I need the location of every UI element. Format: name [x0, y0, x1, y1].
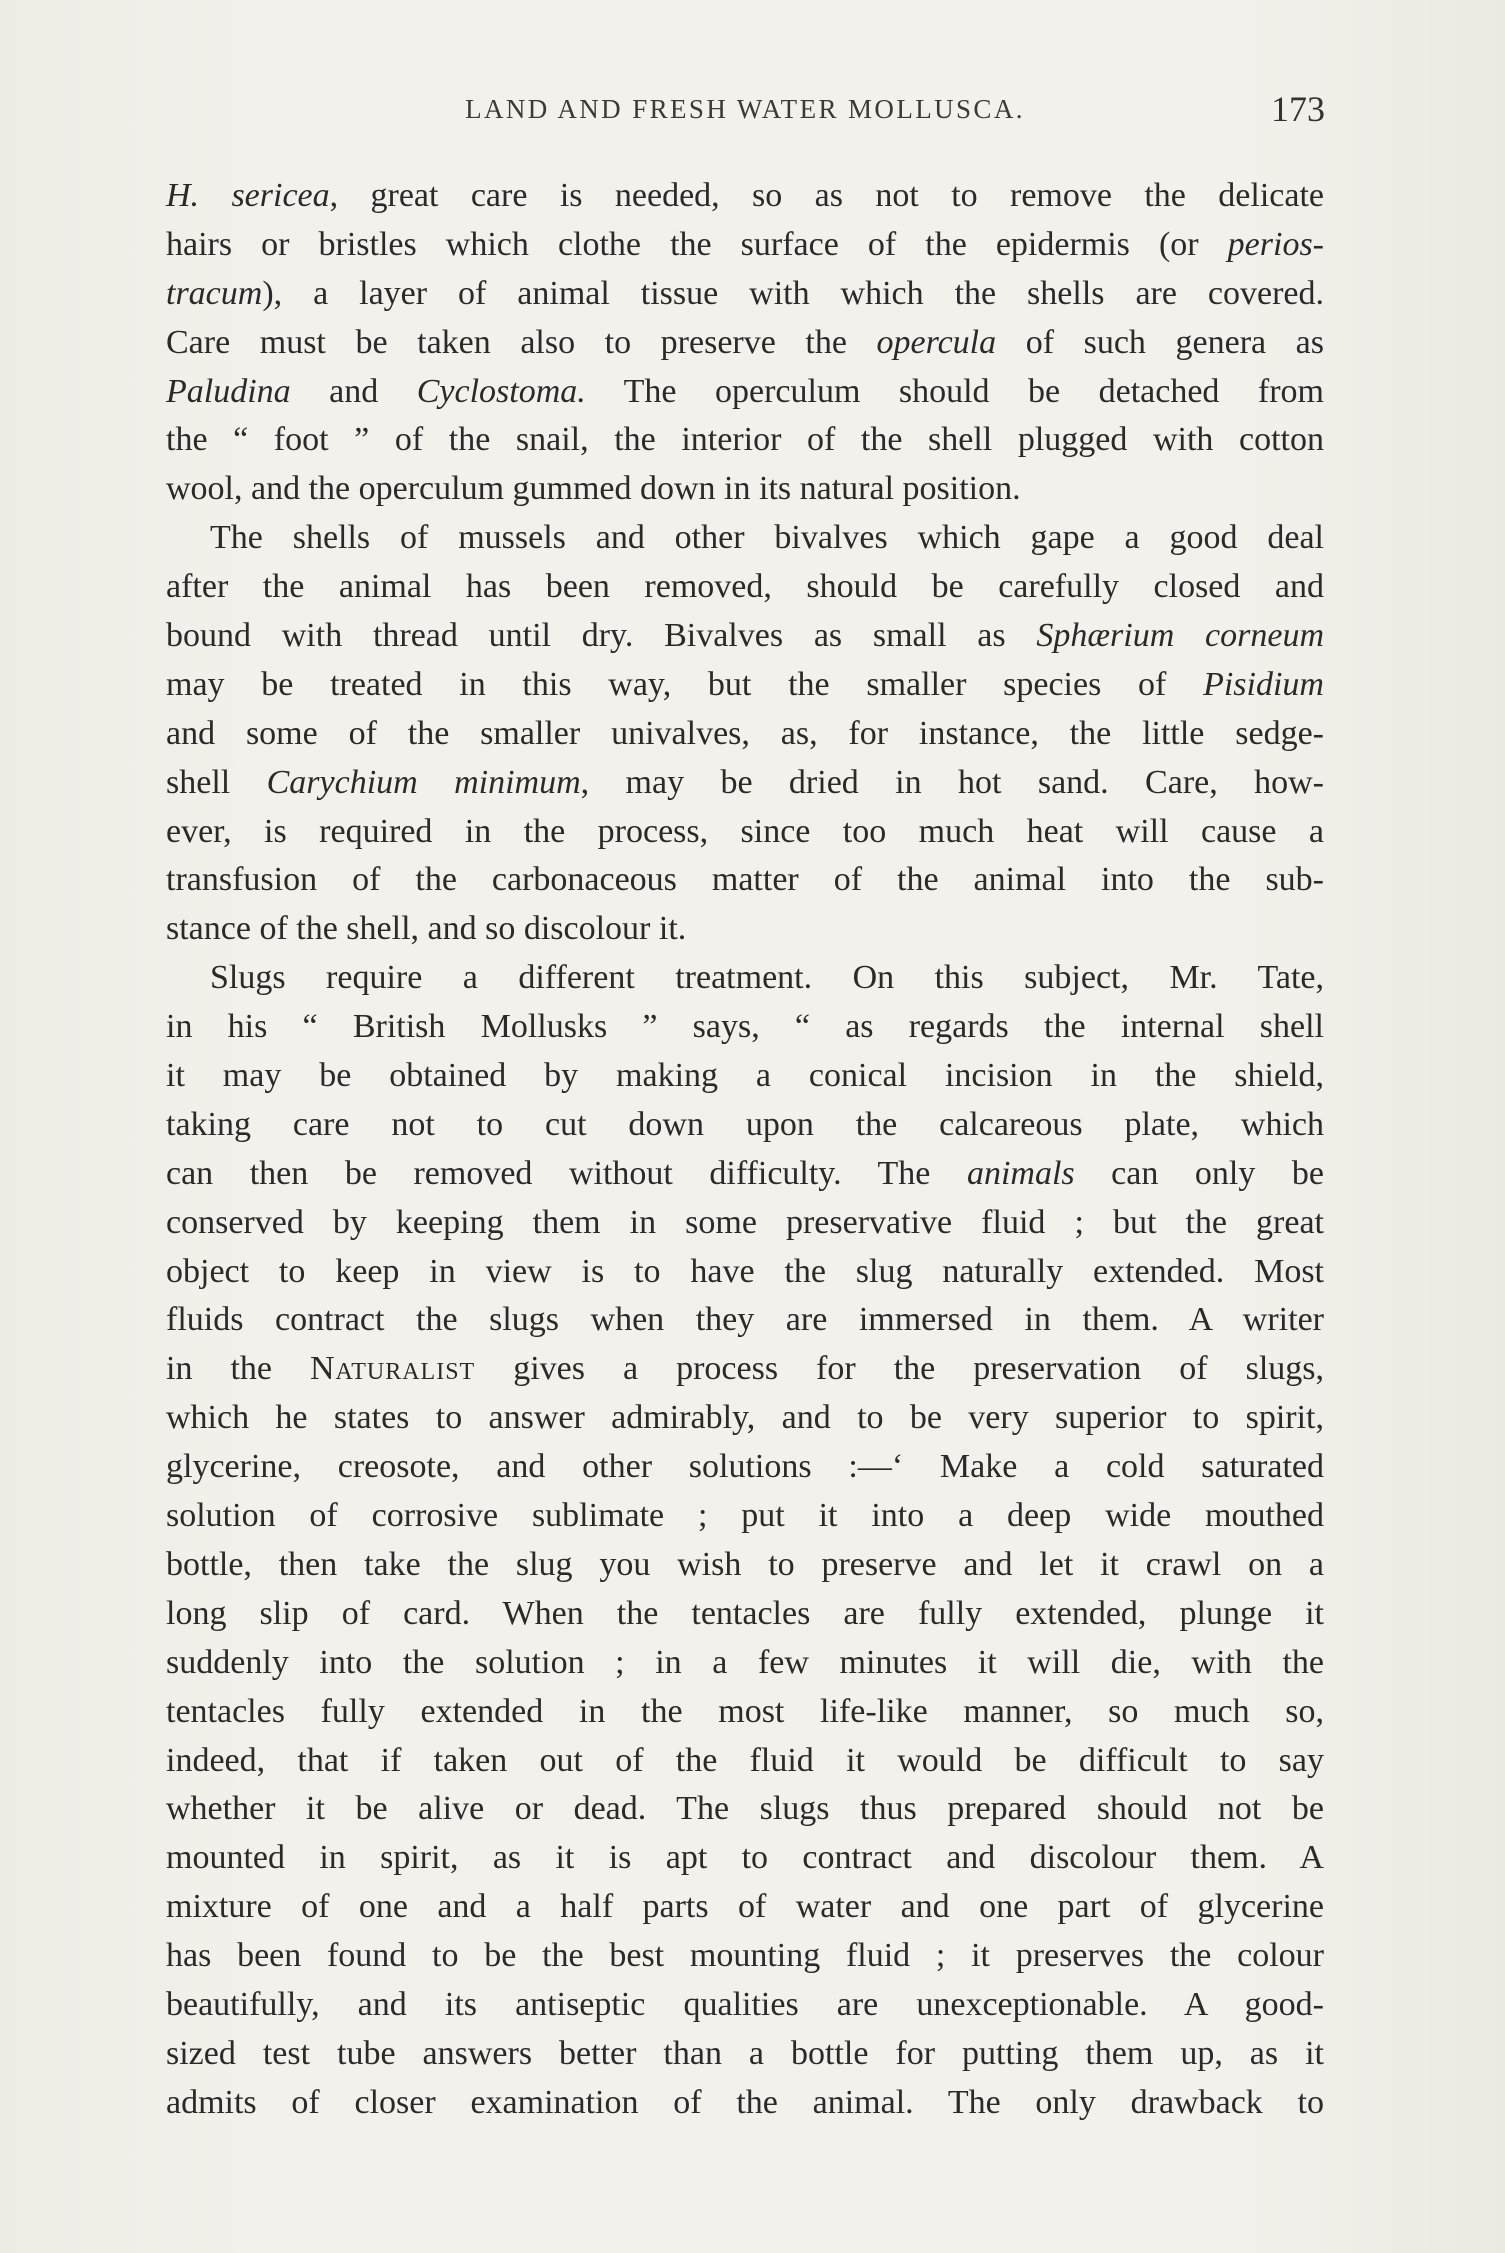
text-line	[166, 1590, 1324, 1639]
text-line	[166, 221, 1324, 270]
italic-text: perios-	[1227, 225, 1324, 263]
italic-text: Carychium minimum	[266, 763, 581, 801]
page-number: 173	[1271, 89, 1325, 129]
text-segment: in his “ British Mollusks ” says, “ as regards the internal shell	[166, 1008, 1324, 1046]
text-line	[166, 1003, 1324, 1052]
text-line	[166, 270, 1324, 319]
text-segment: suddenly into the solution ; in a few minutes it will die, with the	[166, 1643, 1324, 1681]
text-line	[166, 1492, 1324, 1541]
text-segment: bottle, then take the slug you wish to preserve and let it crawl on a	[166, 1545, 1324, 1583]
body-text	[166, 172, 1324, 2128]
text-line	[166, 954, 1324, 1003]
text-segment: admits of closer examination of the animal. The only drawback to	[166, 2083, 1324, 2121]
text-segment: mounted in spirit, as it is apt to contract and discolour them. A	[166, 1839, 1324, 1877]
text-line	[166, 1296, 1324, 1345]
text-segment: the “ foot ” of the snail, the interior of the shell plugged with cotton	[166, 421, 1324, 459]
text-line	[166, 612, 1324, 661]
text-line	[166, 856, 1324, 905]
text-segment: it may be obtained by making a conical incision in the shield,	[166, 1057, 1324, 1095]
text-line	[166, 1541, 1324, 1590]
italic-text: Cyclostoma.	[416, 372, 586, 410]
text-segment: can only be	[1074, 1154, 1324, 1192]
text-line	[166, 1639, 1324, 1688]
text-segment: Slugs require a different treatment. On this subject, Mr. Tate,	[210, 959, 1324, 997]
text-line	[166, 465, 1324, 514]
text-segment: object to keep in view is to have the slug naturally extended. Most	[166, 1252, 1324, 1290]
running-head	[165, 88, 1325, 138]
italic-text: tracum	[166, 274, 263, 312]
text-segment: The shells of mussels and other bivalves which gape a good deal	[210, 519, 1324, 557]
text-segment: glycerine, creosote, and other solutions :—‘ Make a cold saturated	[166, 1448, 1324, 1486]
text-segment: hairs or bristles which clothe the surface of the epidermis (or	[166, 225, 1228, 263]
italic-text: animals	[966, 1154, 1075, 1192]
text-line	[166, 1834, 1324, 1883]
text-segment: may be treated in this way, but the smaller species of	[166, 665, 1204, 703]
text-segment: bound with thread until dry. Bivalves as small as	[166, 617, 1037, 655]
text-line	[166, 172, 1324, 221]
text-segment: conserved by keeping them in some preservative fluid ; but the great	[166, 1203, 1324, 1241]
text-segment: , great care is needed, so as not to remove the delicate	[329, 177, 1324, 214]
text-segment: transfusion of the carbonaceous matter of the animal into the sub-	[166, 861, 1324, 899]
text-line	[166, 710, 1324, 759]
text-line	[166, 1394, 1324, 1443]
text-segment: can then be removed without difficulty. The	[166, 1154, 967, 1192]
text-segment: ), a layer of animal tissue with which the shells are covered.	[262, 274, 1324, 312]
text-segment: solution of corrosive sublimate ; put it into a deep wide mouthed	[166, 1497, 1324, 1535]
text-line	[166, 1199, 1324, 1248]
text-segment: The operculum should be detached from	[585, 372, 1324, 410]
text-segment: sized test tube answers better than a bottle for putting them up, as it	[166, 2034, 1324, 2072]
text-line	[166, 1101, 1324, 1150]
text-segment: beautifully, and its antiseptic qualities are unexceptionable. A good-	[166, 1985, 1324, 2023]
text-segment: tentacles fully extended in the most life-like manner, so much so,	[166, 1692, 1324, 1730]
text-segment: after the animal has been removed, should be carefully closed and	[166, 568, 1324, 606]
text-line	[166, 2030, 1324, 2079]
text-segment: stance of the shell, and so discolour it.	[166, 910, 687, 948]
text-line	[166, 905, 1324, 954]
text-line	[166, 2079, 1324, 2128]
text-segment: , may be dried in hot sand. Care, how-	[580, 763, 1324, 801]
text-segment: mixture of one and a half parts of water and one part of glycerine	[166, 1888, 1324, 1926]
text-line	[166, 563, 1324, 612]
italic-text: Pisidium	[1203, 665, 1324, 703]
text-segment: which he states to answer admirably, and to be very superior to spirit,	[166, 1399, 1324, 1437]
text-line	[166, 416, 1324, 465]
text-line	[166, 319, 1324, 368]
text-line	[166, 514, 1324, 563]
text-segment: fluids contract the slugs when they are immersed in them. A writer	[166, 1301, 1324, 1339]
italic-text: Sphærium corneum	[1036, 617, 1324, 655]
text-segment: Care must be taken also to preserve the	[166, 323, 877, 361]
text-segment: in the	[166, 1350, 310, 1388]
text-segment: of such genera as	[996, 323, 1324, 361]
text-line	[166, 759, 1324, 808]
text-segment: indeed, that if taken out of the fluid it would be difficult to say	[166, 1741, 1324, 1779]
text-line	[166, 1785, 1324, 1834]
text-segment: ever, is required in the process, since too much heat will cause a	[166, 812, 1324, 850]
small-caps-text: Naturalist	[310, 1350, 476, 1388]
text-line	[166, 808, 1324, 857]
text-segment: shell	[166, 763, 267, 801]
text-segment: long slip of card. When the tentacles are fully extended, plunge it	[166, 1594, 1324, 1632]
text-line	[166, 1150, 1324, 1199]
text-line	[166, 1932, 1324, 1981]
italic-text: opercula	[876, 323, 997, 361]
text-segment: and some of the smaller univalves, as, for instance, the little sedge-	[166, 714, 1324, 752]
text-line	[166, 1981, 1324, 2030]
text-segment: taking care not to cut down upon the calcareous plate, which	[166, 1105, 1324, 1143]
text-line	[166, 1345, 1324, 1394]
text-line	[166, 1248, 1324, 1297]
text-line	[166, 1052, 1324, 1101]
text-segment: gives a process for the preservation of slugs,	[475, 1350, 1325, 1388]
text-segment: and	[290, 372, 417, 410]
text-line	[166, 1737, 1324, 1786]
italic-text: Paludina	[166, 372, 291, 410]
text-line	[166, 1443, 1324, 1492]
text-line	[166, 661, 1324, 710]
text-segment: has been found to be the best mounting fluid ; it preserves the colour	[166, 1937, 1324, 1975]
italic-text: H. sericea	[166, 177, 330, 214]
text-segment: wool, and the operculum gummed down in its natural position.	[166, 470, 1021, 508]
running-title: LAND AND FRESH WATER MOLLUSCA.	[465, 94, 1025, 124]
text-segment: whether it be alive or dead. The slugs thus prepared should not be	[166, 1790, 1324, 1828]
text-line	[166, 368, 1324, 417]
text-line	[166, 1883, 1324, 1932]
text-line	[166, 1688, 1324, 1737]
